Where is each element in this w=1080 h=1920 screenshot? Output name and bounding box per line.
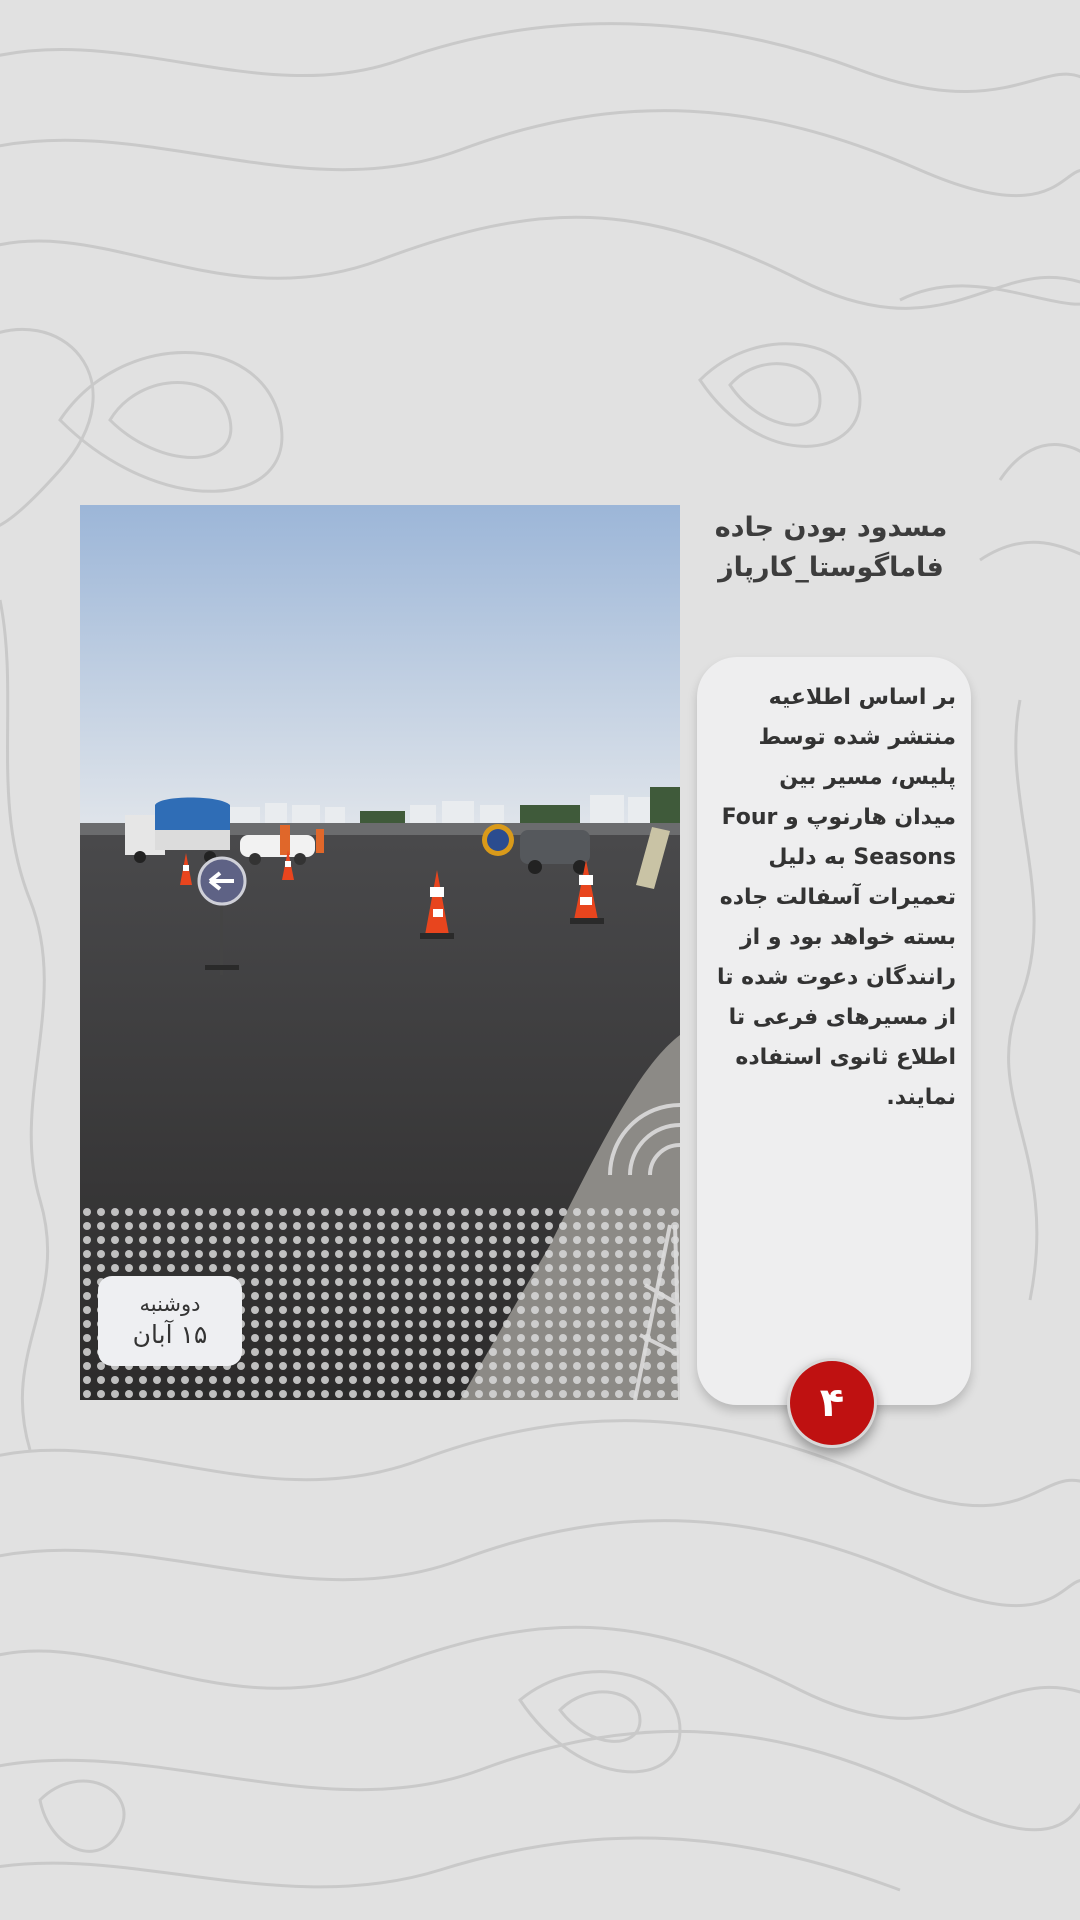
date-card: [98, 1276, 242, 1366]
news-headline: مسدود بودن جاده فاماگوستا_کارپاز: [714, 512, 948, 583]
date-weekday: دوشنبه: [139, 1292, 201, 1316]
news-body-text: بر اساس اطلاعیه منتشر شده توسط پلیس، مسیر بین میدان هارنوپ و Four Seasons به دلیل تعمیرات آسفالت جاده بسته خواهد بود و از رانندگان دعوت شده تا از مسیرهای فرعی تا اطلاع ثانوی استفاده نمایند.: [716, 685, 956, 1110]
page-number-badge: ۴: [787, 1358, 877, 1448]
date-day-month: ۱۵ آبان: [132, 1320, 208, 1349]
news-photo: [80, 505, 680, 1400]
